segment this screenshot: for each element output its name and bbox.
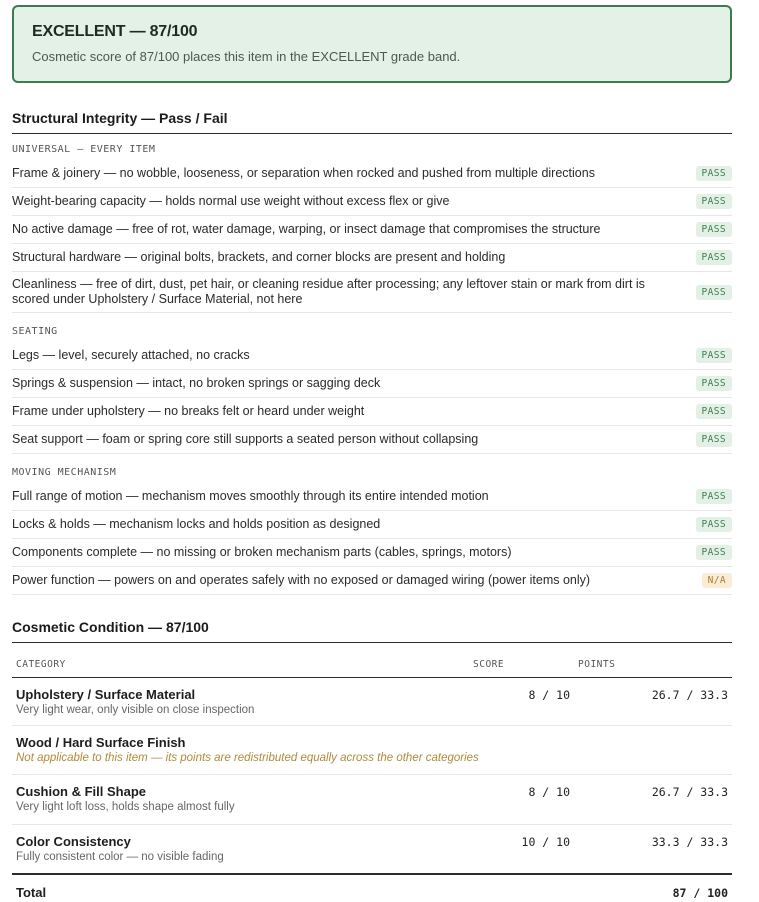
group-label-moving-mechanism: MOVING MECHANISM: [12, 467, 117, 478]
category-description: Very light loft loss, holds shape almost fully: [16, 801, 235, 813]
grade-subtitle: Cosmetic score of 87/100 places this item in the EXCELLENT grade band.: [32, 49, 461, 64]
grade-summary-box: [12, 5, 732, 83]
status-badge: PASS: [696, 194, 732, 209]
check-text: Frame under upholstery — no breaks felt or heard under weight: [12, 404, 365, 418]
check-text: Cleanliness — free of dirt, dust, pet hair, or cleaning residue after processing; any leftover stain or mark from dirt is scored under Upholstery / Surface Material, not here: [12, 277, 645, 306]
check-row-no-active-damage: [12, 216, 732, 244]
cosmetic-row-cushion: [12, 775, 732, 825]
total-row: [12, 873, 732, 902]
check-row-frame-joinery: [12, 160, 732, 188]
cosmetic-table-header: [12, 657, 732, 678]
check-row-legs: [12, 342, 732, 370]
category-points: 26.7 / 33.3: [651, 688, 728, 702]
check-text: Power function — powers on and operates safely with no exposed or damaged wiring (power items only): [12, 573, 591, 587]
cosmetic-section-title: Cosmetic Condition — 87/100: [12, 619, 732, 643]
status-badge: PASS: [696, 348, 732, 363]
grade-title: EXCELLENT — 87/100: [32, 23, 198, 40]
category-points: 33.3 / 33.3: [651, 835, 728, 849]
group-label-seating: SEATING: [12, 326, 58, 337]
check-text: Components complete — no missing or broken mechanism parts (cables, springs, motors): [12, 545, 512, 559]
check-row-range-of-motion: [12, 483, 732, 511]
check-row-seat-support: [12, 426, 732, 454]
check-row-structural-hardware: [12, 244, 732, 272]
category-description: Fully consistent color — no visible fading: [16, 851, 224, 863]
structural-section-title: Structural Integrity — Pass / Fail: [12, 110, 732, 134]
check-row-springs: [12, 370, 732, 398]
category-score: 10 / 10: [521, 835, 570, 849]
check-row-frame-under-upholstery: [12, 398, 732, 426]
check-row-cleanliness: [12, 272, 732, 313]
check-text: Locks & holds — mechanism locks and holds position as designed: [12, 517, 381, 531]
status-badge: PASS: [696, 404, 732, 419]
check-text: Frame & joinery — no wobble, looseness, or separation when rocked and pushed from multiple directions: [12, 166, 595, 180]
cosmetic-row-color: [12, 825, 732, 873]
status-badge: PASS: [696, 166, 732, 181]
header-points: POINTS: [578, 659, 616, 670]
status-badge: PASS: [696, 489, 732, 504]
check-row-components-complete: [12, 539, 732, 567]
category-name: Cushion & Fill Shape: [16, 784, 147, 799]
category-description: Not applicable to this item — its points are redistributed equally across the other categories: [16, 752, 479, 764]
check-text: Full range of motion — mechanism moves smoothly through its entire intended motion: [12, 489, 489, 503]
header-score: SCORE: [473, 659, 505, 670]
status-badge: N/A: [702, 573, 732, 588]
category-name: Wood / Hard Surface Finish: [16, 735, 186, 750]
cosmetic-row-wood-finish: [12, 726, 732, 775]
check-row-weight-bearing: [12, 188, 732, 216]
category-score: 8 / 10: [528, 785, 570, 799]
check-row-power-function: [12, 567, 732, 595]
check-text: No active damage — free of rot, water damage, warping, or insect damage that compromises the structure: [12, 222, 601, 236]
check-text: Seat support — foam or spring core still supports a seated person without collapsing: [12, 432, 479, 446]
status-badge: PASS: [696, 432, 732, 447]
status-badge: PASS: [696, 545, 732, 560]
check-text: Springs & suspension — intact, no broken springs or sagging deck: [12, 376, 381, 390]
category-name: Color Consistency: [16, 834, 131, 849]
check-text: Legs — level, securely attached, no cracks: [12, 348, 250, 362]
category-name: Upholstery / Surface Material: [16, 687, 196, 702]
total-label: Total: [16, 885, 47, 900]
header-category: CATEGORY: [16, 659, 66, 670]
status-badge: PASS: [696, 222, 732, 237]
check-row-locks-holds: [12, 511, 732, 539]
category-description: Very light wear, only visible on close inspection: [16, 704, 255, 716]
total-value: 87 / 100: [672, 886, 728, 900]
status-badge: PASS: [696, 285, 732, 300]
status-badge: PASS: [696, 250, 732, 265]
group-label-universal: UNIVERSAL — EVERY ITEM: [12, 144, 156, 155]
category-points: 26.7 / 33.3: [651, 785, 728, 799]
status-badge: PASS: [696, 376, 732, 391]
check-text: Weight-bearing capacity — holds normal use weight without excess flex or give: [12, 194, 450, 208]
category-score: 8 / 10: [528, 688, 570, 702]
status-badge: PASS: [696, 517, 732, 532]
check-text: Structural hardware — original bolts, brackets, and corner blocks are present and holding: [12, 250, 506, 264]
cosmetic-row-upholstery: [12, 678, 732, 726]
